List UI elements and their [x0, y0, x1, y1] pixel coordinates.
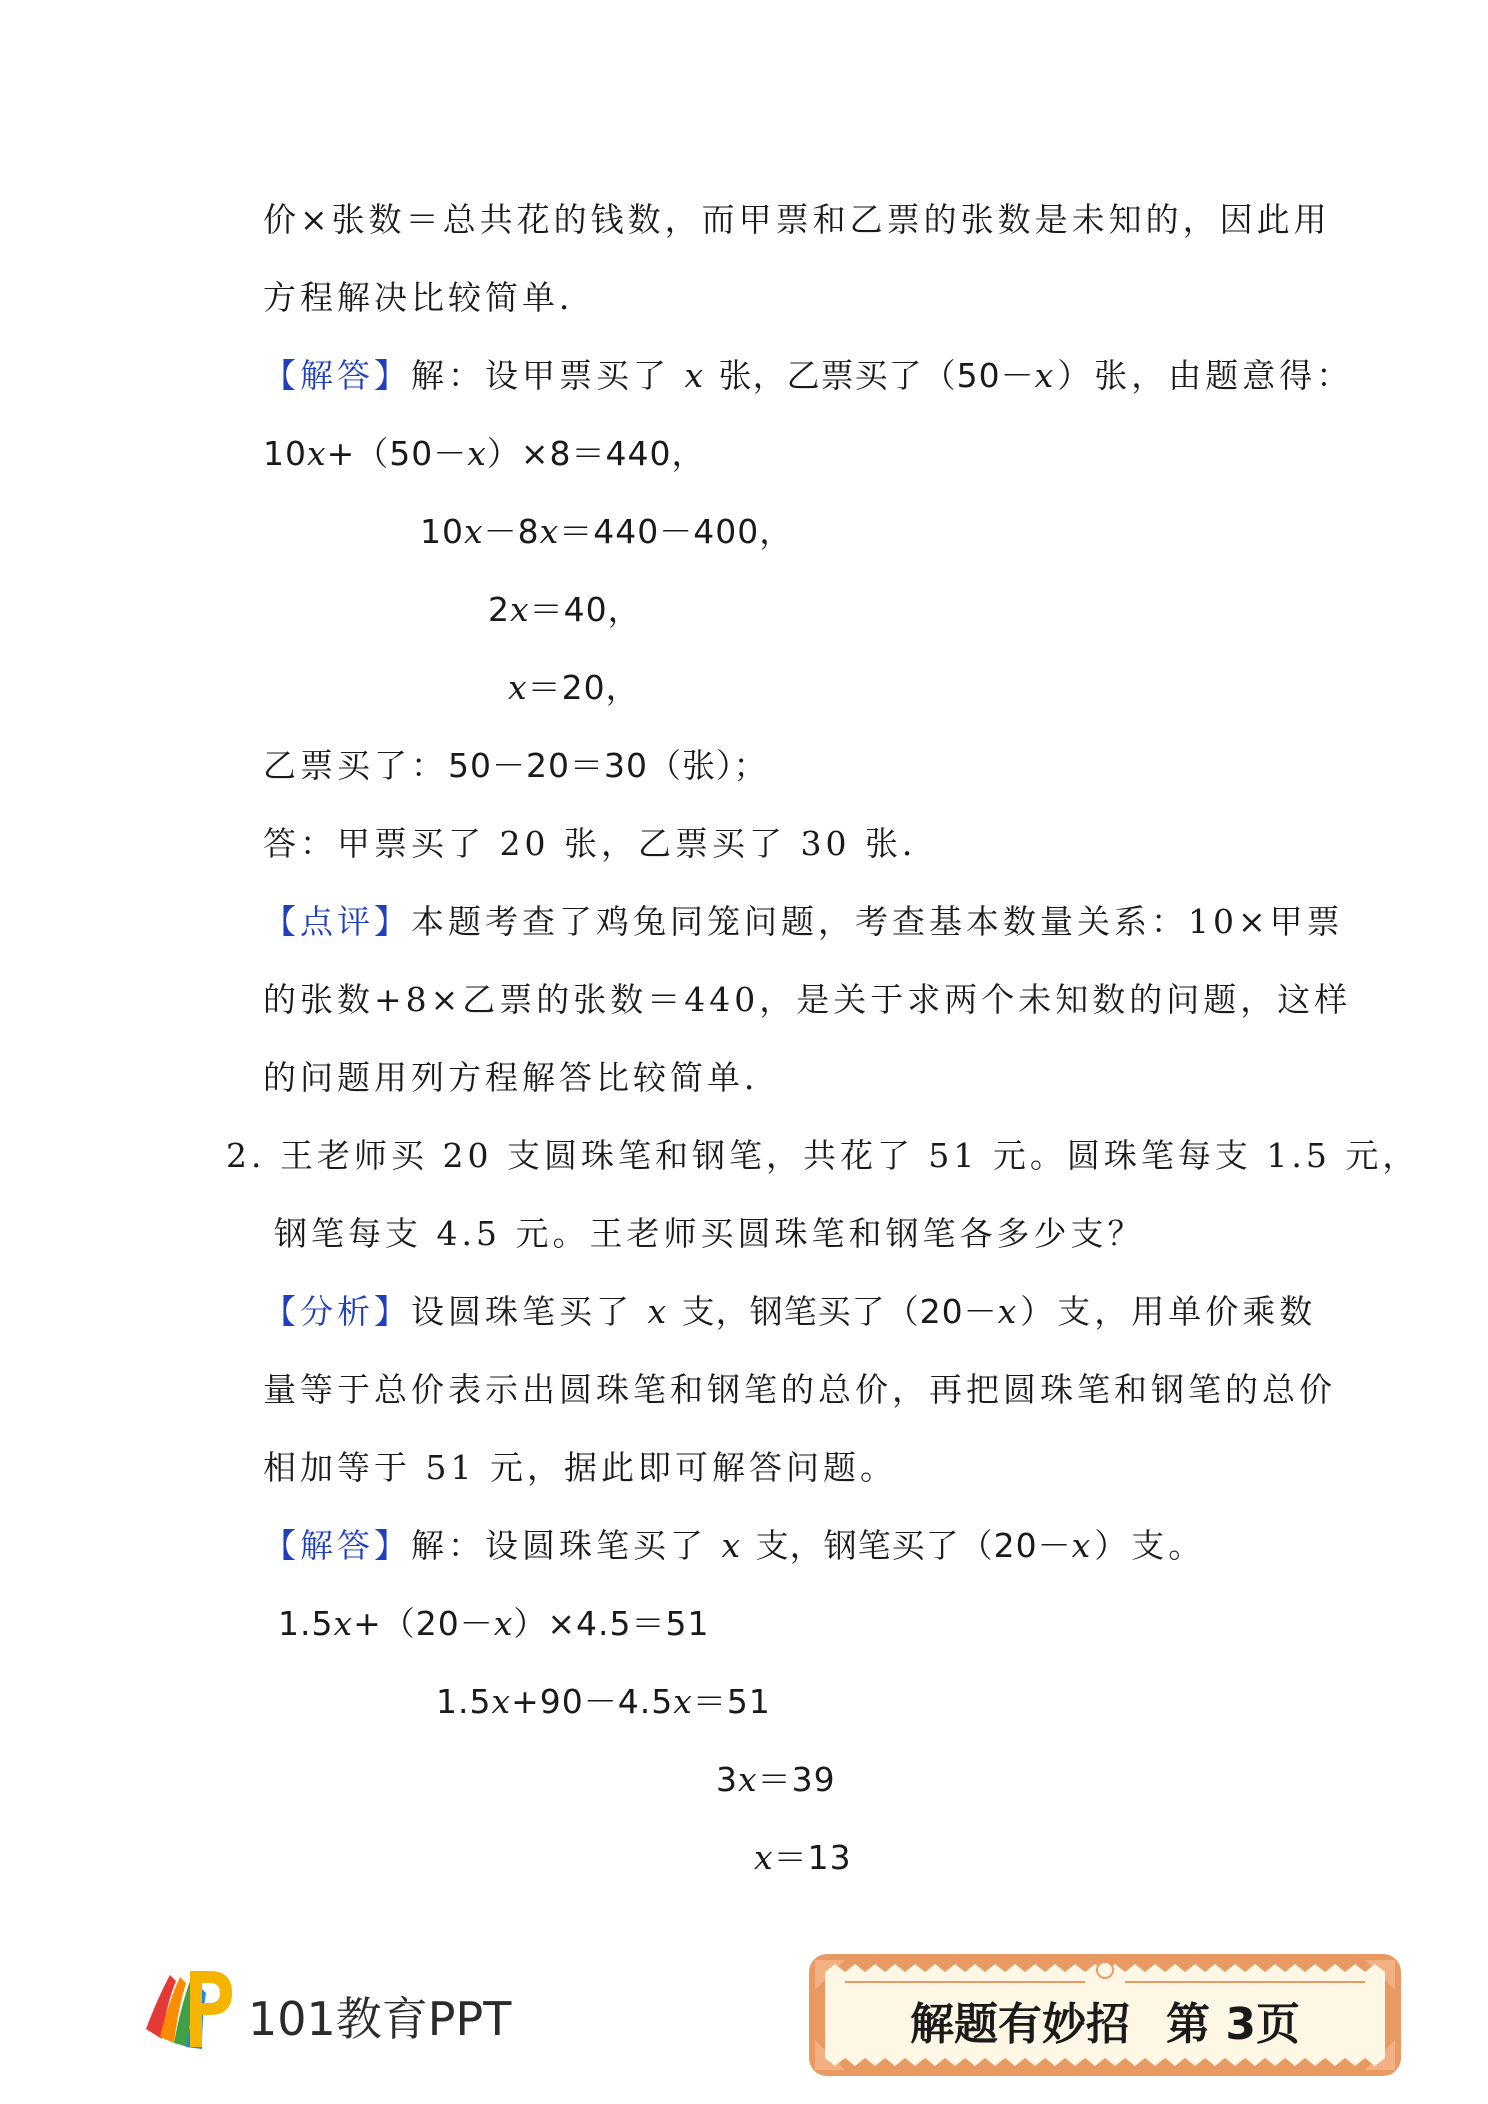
equation-line: 3x＝39: [716, 1760, 836, 1799]
text-line: 的张数+8×乙票的张数＝440，是关于求两个未知数的问题，这样: [263, 980, 1352, 1019]
equation-line: 10x－8x＝440－400，: [420, 512, 794, 551]
equation-line: 1.5x+90－4.5x＝51: [436, 1682, 771, 1721]
brand-logo: [140, 1965, 520, 2055]
solution-line: 【解答】解：设圆珠笔买了 x 支，钢笔买了（20－x）支。: [263, 1526, 1206, 1565]
question-line: 钢笔每支 4.5 元。王老师买圆珠笔和钢笔各多少支？: [274, 1214, 1145, 1253]
equation-line: x＝13: [754, 1838, 852, 1877]
review-tag: 【点评】: [263, 902, 411, 941]
solution-tag: 【解答】: [263, 1526, 411, 1565]
page-badge: [805, 1950, 1405, 2080]
equation-line: x＝20，: [508, 668, 640, 707]
solution-line: 【解答】解：设甲票买了 x 张，乙票买了（50－x）张，由题意得：: [263, 356, 1354, 395]
review-line: 【点评】本题考查了鸡兔同笼问题，考查基本数量关系：10×甲票: [263, 902, 1344, 941]
text-line: 相加等于 51 元，据此即可解答问题。: [263, 1448, 897, 1487]
text-line: 量等于总价表示出圆珠笔和钢笔的总价，再把圆珠笔和钢笔的总价: [263, 1370, 1336, 1409]
equation-line: 10x+（50－x）×8＝440，: [263, 434, 706, 473]
question-line: 2. 王老师买 20 支圆珠笔和钢笔，共花了 51 元。圆珠笔每支 1.5 元，: [226, 1136, 1420, 1175]
equation-line: 2x＝40，: [488, 590, 642, 629]
text-line: 的问题用列方程解答比较简单．: [263, 1058, 781, 1097]
text-line: 方程解决比较简单．: [263, 278, 596, 317]
page-number: 第 3页: [1166, 1999, 1300, 2050]
text-line: 价×张数＝总共花的钱数，而甲票和乙票的张数是未知的，因此用: [263, 200, 1331, 239]
analysis-line: 【分析】设圆珠笔买了 x 支，钢笔买了（20－x）支，用单价乘数: [263, 1292, 1317, 1331]
badge-text: [805, 1988, 1405, 2052]
solution-tag: 【解答】: [263, 356, 411, 395]
brand-name: 101教育PPT: [248, 1992, 512, 2046]
brand-p-icon: [140, 1959, 240, 2059]
badge-title: 解题有妙招: [910, 1999, 1131, 2050]
equation-line: 1.5x+（20－x）×4.5＝51: [278, 1604, 710, 1643]
analysis-tag: 【分析】: [263, 1292, 411, 1331]
text-line: 乙票买了：50－20＝30（张）；: [263, 746, 768, 785]
answer-line: 答：甲票买了 20 张，乙票买了 30 张．: [263, 824, 939, 863]
